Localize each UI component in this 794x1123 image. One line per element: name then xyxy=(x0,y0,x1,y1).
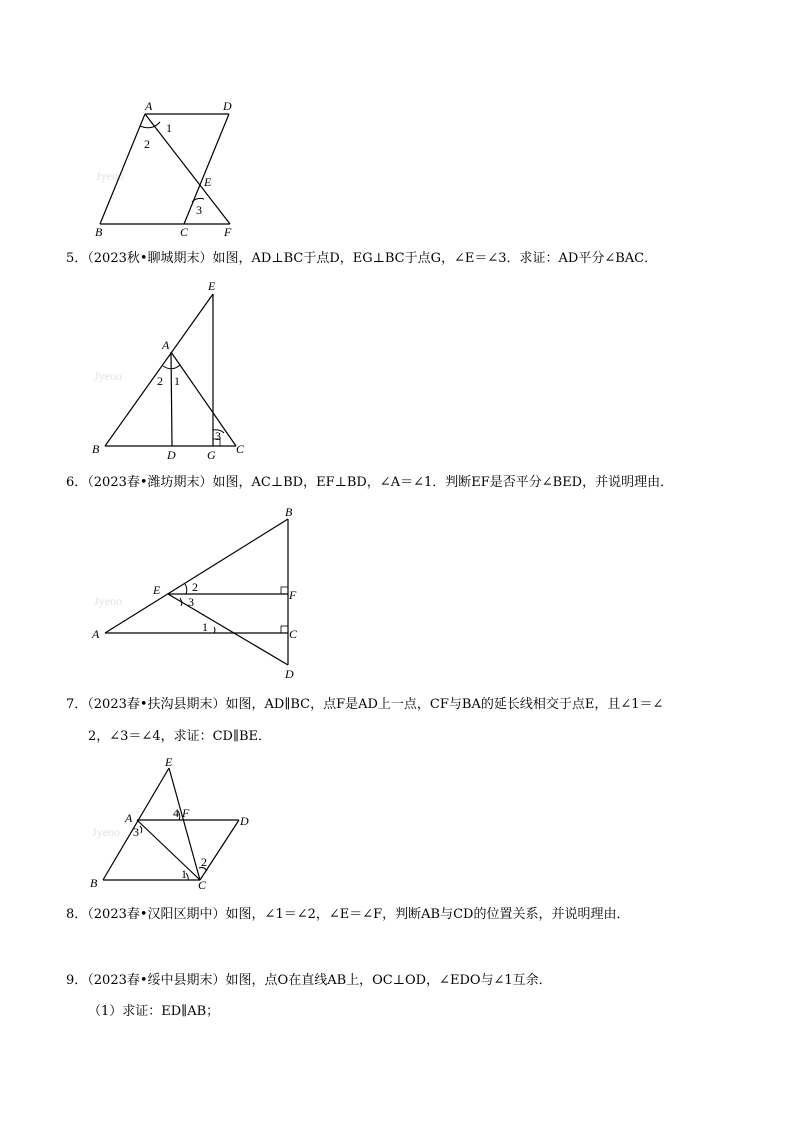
question-number: 5． xyxy=(66,251,88,266)
point-A: A xyxy=(92,627,100,641)
point-B: B xyxy=(95,225,103,239)
point-E: E xyxy=(204,175,212,189)
point-F: F xyxy=(224,225,232,239)
subquestion-text: （1）求证：ED∥AB； xyxy=(88,1004,220,1019)
question-source: （2023春•扶沟县期末） xyxy=(87,697,226,712)
question-text: 如图，AC⊥BD，EF⊥BD，∠A＝∠1．判断EF是否平分∠BED，并说明理由． xyxy=(212,475,674,490)
figure-q7-svg xyxy=(86,755,266,890)
point-D: D xyxy=(285,667,294,681)
figure-q4-svg xyxy=(90,96,250,246)
point-D: D xyxy=(223,99,232,113)
figure-q6 xyxy=(88,502,308,682)
point-C: C xyxy=(236,442,245,456)
question-text: 如图，AD⊥BC于点D，EG⊥BC于点G，∠E＝∠3．求证：AD平分∠BAC． xyxy=(212,251,658,266)
point-C: C xyxy=(198,878,207,892)
question-6 xyxy=(66,473,673,493)
question-7 xyxy=(66,695,663,715)
question-text-continued: 2，∠3＝∠4，求证：CD∥BE． xyxy=(88,729,272,744)
point-B: B xyxy=(90,876,98,890)
angle-2: 2 xyxy=(192,580,198,594)
question-9-part-1 xyxy=(88,1002,219,1022)
question-9 xyxy=(66,971,552,991)
figure-q5 xyxy=(88,278,258,463)
question-5 xyxy=(66,249,657,269)
angle-3: 3 xyxy=(196,203,202,217)
point-B: B xyxy=(92,442,100,456)
angle-4: 4 xyxy=(173,806,179,820)
question-source: （2023秋•聊城期末） xyxy=(87,251,213,266)
watermark: Jyeoo xyxy=(96,169,124,183)
question-text: 如图，点O在直线AB上，OC⊥OD，∠EDO与∠1互余． xyxy=(225,973,552,988)
point-A: A xyxy=(125,811,133,825)
question-text: 如图，∠1＝∠2，∠E＝∠F，判断AB与CD的位置关系，并说明理由． xyxy=(225,907,630,922)
question-7-continued xyxy=(88,727,271,747)
angle-1: 1 xyxy=(174,374,180,388)
figure-q6-svg xyxy=(88,502,308,682)
angle-1: 1 xyxy=(166,121,172,135)
point-D: D xyxy=(240,814,249,828)
point-C: C xyxy=(289,627,298,641)
angle-3: 3 xyxy=(188,595,194,609)
point-B: B xyxy=(285,505,293,519)
angle-3: 3 xyxy=(133,825,139,839)
figure-q5-svg xyxy=(88,278,258,463)
question-source: （2023春•潍坊期末） xyxy=(87,475,213,490)
watermark: Jyeoo xyxy=(94,594,122,608)
watermark: Jyeoo xyxy=(94,369,122,383)
figure-q4 xyxy=(90,96,250,246)
question-number: 7． xyxy=(66,697,88,712)
angle-1: 1 xyxy=(181,867,187,881)
angle-2: 2 xyxy=(144,137,150,151)
question-8 xyxy=(66,905,629,925)
watermark: Jyeoo xyxy=(92,825,120,839)
angle-1: 1 xyxy=(202,620,208,634)
point-C: C xyxy=(180,225,189,239)
point-F: F xyxy=(182,806,190,820)
question-number: 6． xyxy=(66,475,88,490)
question-number: 8． xyxy=(66,907,88,922)
point-E: E xyxy=(153,583,161,597)
point-A: A xyxy=(145,99,153,113)
figure-q7 xyxy=(86,755,266,890)
question-source: （2023春•绥中县期末） xyxy=(87,973,226,988)
point-D: D xyxy=(167,448,176,462)
point-G: G xyxy=(207,448,216,462)
angle-2: 2 xyxy=(201,855,207,869)
point-A: A xyxy=(162,338,170,352)
point-E: E xyxy=(208,279,216,293)
question-text: 如图，AD∥BC，点F是AD上一点，CF与BA的延长线相交于点E，且∠1＝∠ xyxy=(225,697,664,712)
point-F: F xyxy=(289,588,297,602)
question-source: （2023春•汉阳区期中） xyxy=(87,907,226,922)
angle-2: 2 xyxy=(157,374,163,388)
question-number: 9． xyxy=(66,973,88,988)
angle-3: 3 xyxy=(215,429,221,443)
point-E: E xyxy=(165,755,173,769)
